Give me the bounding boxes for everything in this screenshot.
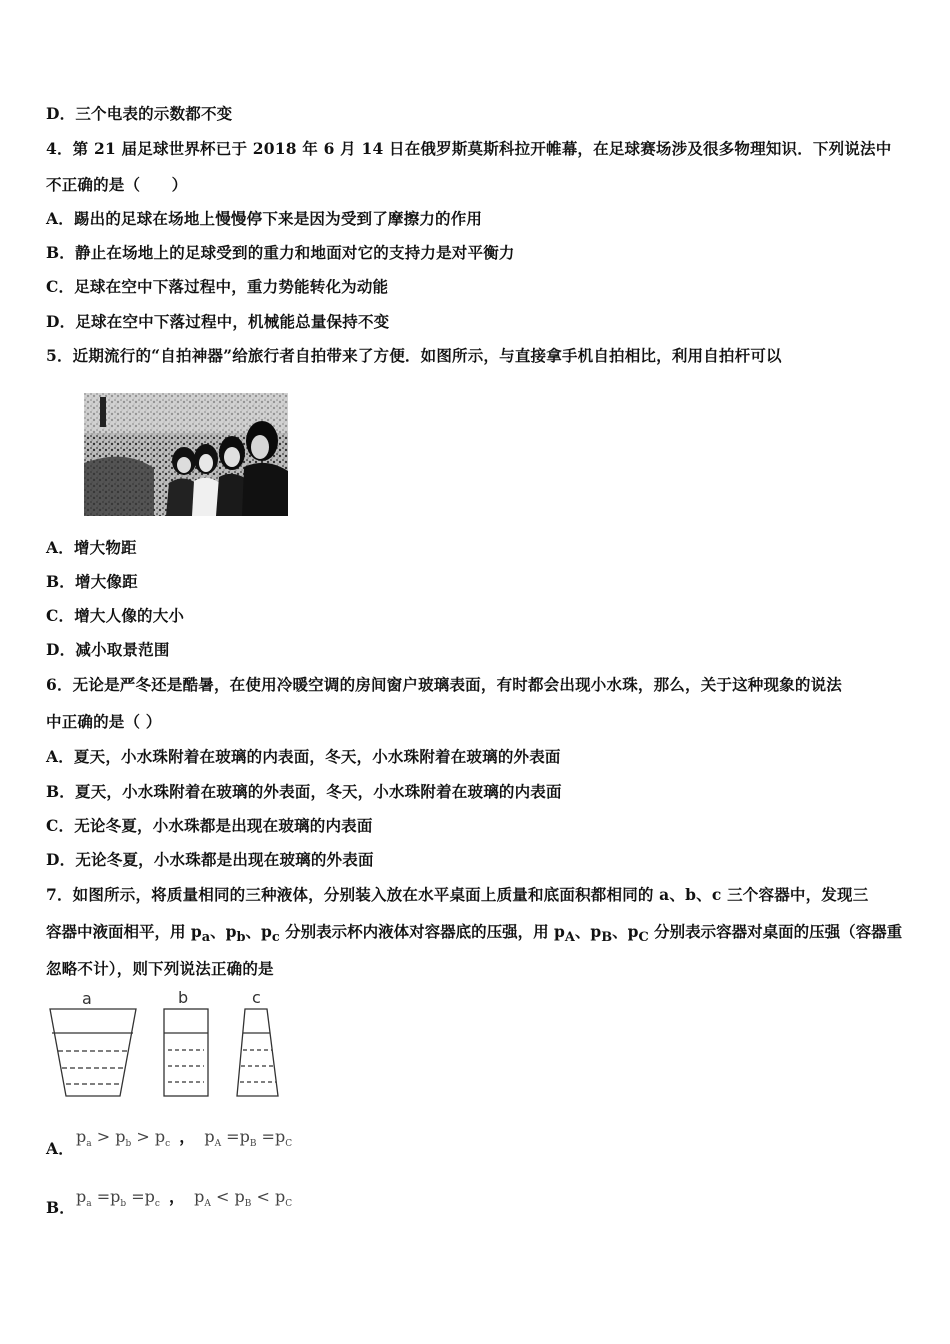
q7-sub: b: [236, 930, 246, 946]
q4-option-c: C．足球在空中下落过程中，重力势能转化为动能: [46, 277, 389, 296]
operator: =: [261, 1127, 275, 1146]
selfie-photo: [84, 393, 288, 516]
subscript: B: [249, 1139, 257, 1150]
subscript: c: [165, 1139, 171, 1150]
q7-sub: C: [638, 930, 649, 946]
operator: <: [215, 1187, 230, 1206]
subscript: B: [244, 1199, 252, 1210]
q7-text: 、p: [574, 922, 602, 941]
q7-sub: c: [271, 930, 280, 946]
q6-stem-line2: 中正确的是（ ）: [46, 712, 162, 731]
q6-option-d: D．无论冬夏，小水珠都是出现在玻璃的外表面: [46, 850, 374, 869]
q7-option-b-formula: [76, 1184, 292, 1209]
q7-text: 、p: [245, 922, 272, 941]
container-b: [164, 1009, 208, 1096]
container-a: [50, 1009, 136, 1096]
q3-option-d: D．三个电表的示数都不变: [46, 104, 233, 123]
subscript: b: [120, 1199, 127, 1210]
q5-stem: 5．近期流行的“自拍神器”给旅行者自拍带来了方便．如图所示，与直接拿手机自拍相比，利用自拍杆可以: [46, 346, 782, 365]
q4-stem-line2: 不正确的是（ ）: [46, 175, 188, 194]
q7-text: 分别表示容器对桌面的压强（容器重: [648, 922, 903, 941]
q6-option-a: A．夏天，小水珠附着在玻璃的内表面，冬天，小水珠附着在玻璃的外表面: [46, 747, 561, 766]
p-symbol: p: [234, 1187, 245, 1206]
label-a: a: [82, 989, 92, 1008]
p-symbol: p: [274, 1187, 286, 1206]
q5-option-d: D．减小取景范围: [46, 640, 170, 659]
q5-option-c: C．增大人像的大小: [46, 606, 185, 625]
option-letter: B．: [46, 1198, 76, 1217]
q7-stem-line2: [46, 920, 902, 945]
subscript: a: [86, 1139, 92, 1150]
q7-sub: A: [564, 930, 575, 946]
q4-option-d: D．足球在空中下落过程中，机械能总量保持不变: [46, 312, 390, 331]
label-b: b: [178, 988, 189, 1007]
q7-text: 容器中液面相平，用 p: [46, 922, 202, 941]
subscript: A: [214, 1139, 222, 1150]
q7-text: 、p: [612, 922, 639, 941]
p-symbol: p: [76, 1187, 87, 1206]
p-symbol: p: [115, 1127, 126, 1146]
p-symbol: p: [110, 1187, 121, 1206]
p-symbol: p: [144, 1187, 155, 1206]
p-symbol: p: [76, 1127, 87, 1146]
subscript: c: [154, 1199, 160, 1210]
operator: >: [136, 1127, 150, 1146]
subscript: a: [86, 1199, 92, 1210]
p-symbol: p: [274, 1127, 286, 1146]
containers-figure: [46, 988, 296, 1100]
q7-option-a: [46, 1137, 74, 1159]
comma: ，: [179, 1127, 196, 1146]
p-symbol: p: [154, 1127, 166, 1146]
q6-option-c: C．无论冬夏，小水珠都是出现在玻璃的内表面: [46, 816, 373, 835]
p-symbol: p: [239, 1127, 250, 1146]
operator: =: [226, 1127, 240, 1146]
q4-stem-line1: 4．第 21 届足球世界杯已于 2018 年 6 月 14 日在俄罗斯莫斯科拉开帷幕，在足球赛场涉及很多物理知识．下列说法中: [46, 139, 892, 158]
q7-option-b: [46, 1196, 75, 1218]
comma: ，: [169, 1187, 186, 1206]
q4-option-b: B．静止在场地上的足球受到的重力和地面对它的支持力是对平衡力: [46, 243, 515, 262]
operator: <: [256, 1187, 270, 1206]
q7-stem-line1: 7．如图所示，将质量相同的三种液体，分别装入放在水平桌面上质量和底面积都相同的 a、b、c 三个容器中，发现三: [46, 885, 869, 904]
q7-sub: B: [601, 930, 613, 946]
q7-text: 、p: [210, 922, 237, 941]
container-c: [237, 1009, 278, 1096]
q6-option-b: B．夏天，小水珠附着在玻璃的外表面，冬天，小水珠附着在玻璃的内表面: [46, 782, 562, 801]
q4-option-a: A．踢出的足球在场地上慢慢停下来是因为受到了摩擦力的作用: [46, 209, 483, 228]
p-symbol: p: [194, 1187, 205, 1206]
operator: =: [131, 1187, 145, 1206]
label-c: c: [252, 988, 261, 1007]
subscript: b: [125, 1139, 132, 1150]
subscript: C: [285, 1139, 293, 1150]
q6-stem-line1: 6．无论是严冬还是酷暑，在使用冷暖空调的房间窗户玻璃表面，有时都会出现小水珠，那么，关于这种现象的说法: [46, 675, 842, 694]
q7-sub: a: [201, 930, 211, 946]
q7-stem-line3: 忽略不计），则下列说法正确的是: [46, 959, 274, 978]
q5-option-a: A．增大物距: [46, 538, 137, 557]
operator: >: [96, 1127, 111, 1146]
operator: =: [96, 1187, 111, 1206]
subscript: C: [285, 1199, 293, 1210]
q5-option-b: B．增大像距: [46, 572, 138, 591]
q7-text: 分别表示杯内液体对容器底的压强，用 p: [279, 922, 565, 941]
p-symbol: p: [204, 1127, 215, 1146]
option-letter: A．: [46, 1139, 74, 1158]
subscript: A: [204, 1199, 211, 1210]
q7-option-a-formula: [76, 1124, 292, 1149]
